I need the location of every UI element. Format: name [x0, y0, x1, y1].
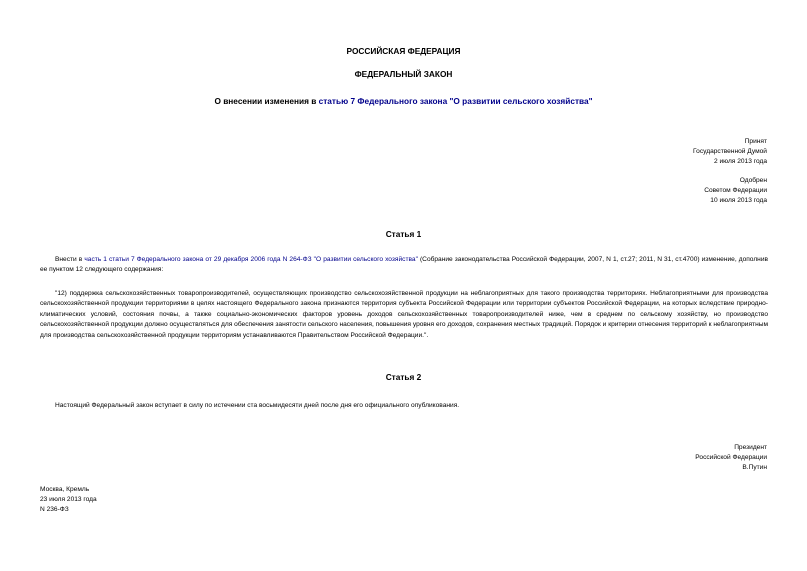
signature-line: В.Путин	[742, 463, 767, 471]
article-1-intro-link[interactable]: часть 1 статьи 7 Федерального закона от 29 декабря 2006 года N 264-ФЗ "О развитии сельского хозяйства"	[84, 256, 418, 263]
article-1-intro-prefix: Внести в	[55, 256, 85, 263]
article-2-heading: Статья 2	[385, 372, 422, 382]
law-title	[0, 96, 807, 106]
place-date-block	[40, 485, 97, 515]
approval-line: 10 июля 2013 года	[710, 196, 767, 204]
place-line: Москва, Кремль	[40, 486, 90, 493]
signature-block	[695, 443, 767, 473]
article-1-intro-suffix: (Собрание законодательства Российской Федерации, 2007, N 1, ст.27; 2011, N 31, ст.4700) изменение, дополнив ее пунктом 12 следующего содержания:	[40, 256, 769, 274]
article-1-heading: Статья 1	[385, 229, 422, 239]
approval-line: Одобрен	[739, 177, 767, 184]
adoption-line: Принят	[744, 138, 767, 145]
law-title-prefix: О внесении изменения в	[214, 96, 319, 106]
article-1-intro	[40, 255, 768, 276]
law-number-line: N 236-ФЗ	[40, 505, 69, 513]
article-1-item-12: "12) поддержка сельскохозяйственных товаропроизводителей, осуществляющих производство сельскохозяйственной продукции на неблагоприятных для такого производства территориях. Неблагоприятными для производства сельскохозяйственной продукции территориями в целях настоящего Федерального закона признаются территория субъекта Российской Федерации или территории субъектов Российской Федерации, на которых вследствие природно-климатических условий, состояния почвы, а также социально-экономических факторов уровень доходов сельскохозяйственных товаропроизводителей ниже, чем в среднем по сельскому хозяйству, но производство сельскохозяйственной продукции должно осуществляться для обеспечения занятости сельского населения, повышения уровня его доходов, сохранения местных традиций. Порядок и критерии отнесения территорий к неблагоприятным для производства сельскохозяйственной продукции территориям устанавливаются Правительством Российской Федерации.".	[40, 290, 768, 339]
signature-line: Российской Федерации	[695, 453, 767, 461]
adoption-block	[693, 137, 767, 167]
law-title-link[interactable]: статью 7 Федерального закона "О развитии сельского хозяйства"	[318, 96, 593, 106]
approval-line: Советом Федерации	[704, 186, 767, 194]
law-type-heading: ФЕДЕРАЛЬНЫЙ ЗАКОН	[354, 69, 453, 79]
adoption-line: 2 июля 2013 года	[713, 157, 767, 165]
article-2-text: Настоящий Федеральный закон вступает в силу по истечении ста восьмидесяти дней после дня его официального опубликования.	[55, 402, 460, 409]
federation-heading: РОССИЙСКАЯ ФЕДЕРАЦИЯ	[346, 46, 461, 56]
date-line: 23 июля 2013 года	[40, 495, 97, 503]
signature-line: Президент	[734, 444, 767, 451]
adoption-line: Государственной Думой	[693, 147, 767, 155]
approval-block	[704, 176, 767, 206]
